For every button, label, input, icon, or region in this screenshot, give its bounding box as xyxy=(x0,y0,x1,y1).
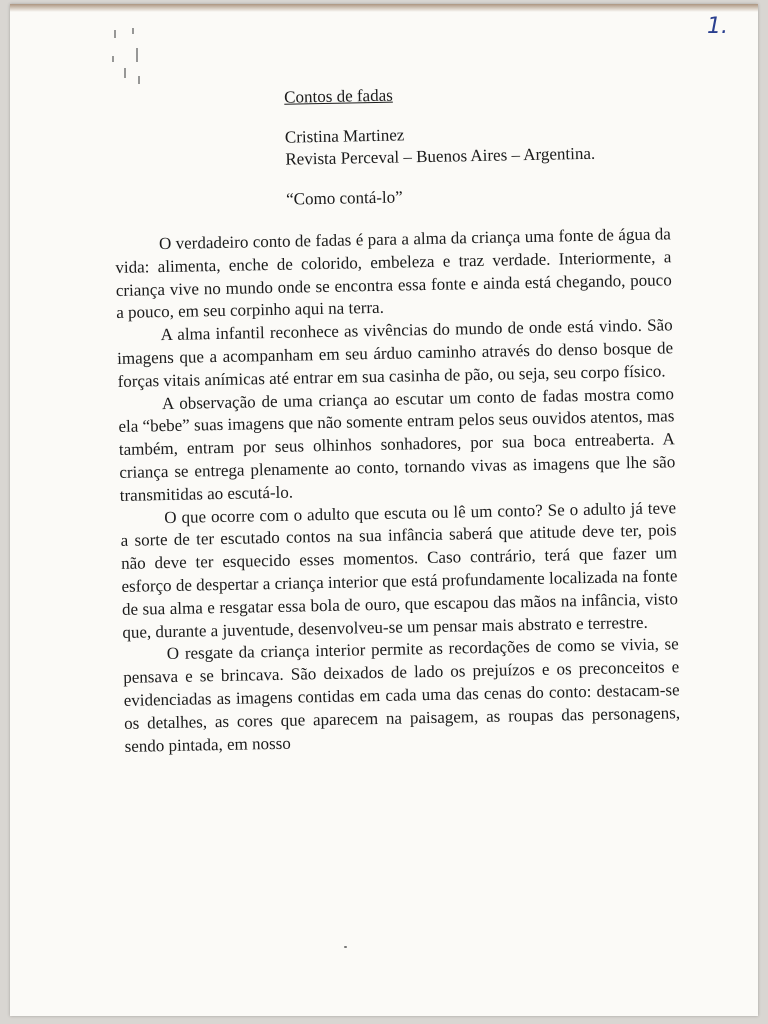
document-author: Cristina Martinez xyxy=(284,125,405,147)
paragraph: A alma infantil reconhece as vivências do mundo de onde está vindo. São imagens que a acompanham em seu árduo caminho através do denso bosque de forças vitais anímicas até entrar em sua casinha de pão, ou seja, seu corpo físico. xyxy=(116,315,674,391)
document-subtitle: “Como contá-lo” xyxy=(285,187,403,209)
paragraph: O verdadeiro conto de fadas é para a alma da criança uma fonte de água da vida: alimenta, enche de colorido, embeleza e traz verdade. Interiormente, a criança vive no mundo onde se encontra essa fonte e ainda está chegando, pouco a pouco, em seu corpinho aqui na terra. xyxy=(115,224,672,323)
ink-speck xyxy=(344,946,347,948)
scanned-page xyxy=(10,4,758,1016)
page-top-edge xyxy=(10,4,758,12)
document-heading xyxy=(284,79,670,210)
document-body xyxy=(115,223,681,758)
punch-marks xyxy=(106,28,146,88)
document-title: Contos de fadas xyxy=(283,85,393,107)
handwritten-page-number: 1. xyxy=(707,14,728,39)
paragraph: O que ocorre com o adulto que escuta ou lê um conto? Se o adulto já teve a sorte de ter escutado contos na sua infância saberá que atitude deve ter, pois não deve ter esquecido esses momentos. Caso contrário, terá que fazer um esforço de despertar a criança interior que está profundamente localizada na fonte de sua alma e resgatar essa bola de ouro, que escapou das mãos na infância, visto que, durante a juventude, desenvolveu-se um pensar mais abstrato e terrestre. xyxy=(120,497,679,642)
paragraph: A observação de uma criança ao escutar um conto de fadas mostra como ela “bebe” suas imagens que não somente entram pelos seus ouvidos atentos, mas também, entram por seus olhinhos sonhadores, por sua boca entreaberta. A criança se entrega plenamente ao conto, tornando vivas as imagens que lhe são transmitidas ao escutá-lo. xyxy=(118,383,676,505)
document-source: Revista Perceval – Buenos Aires – Argentina. xyxy=(285,143,596,169)
document-content xyxy=(112,79,681,758)
paragraph: O resgate da criança interior permite as recordações de como se vivia, se pensava e se brincava. São deixados de lado os prejuízos e os preconceitos e evidenciadas as imagens contidas em cada uma das cenas do conto: destacam-se os detalhes, as cores que aparecem na paisagem, as roupas das personagens, sendo pintada, em nosso xyxy=(123,634,681,756)
